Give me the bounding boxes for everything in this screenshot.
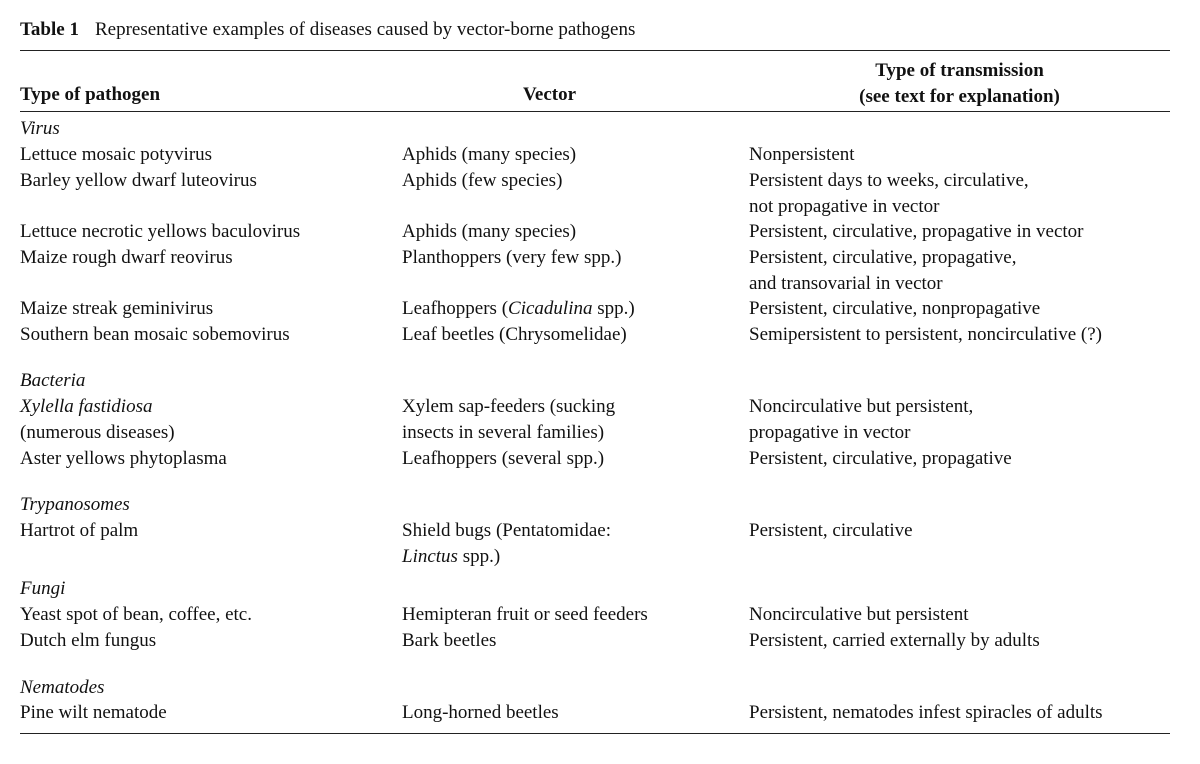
vector-text: Shield bugs (Pentatomidae:	[402, 520, 611, 541]
vector-text: Cicadulina	[508, 298, 593, 319]
transmission-text: Persistent, circulative, nonpropagative	[749, 298, 1041, 319]
transmission-cell	[749, 602, 969, 628]
pathogen-cell	[20, 245, 233, 271]
pathogen-text: (numerous diseases)	[20, 422, 175, 443]
vector-cell	[402, 142, 576, 168]
pathogen-text: Hartrot of palm	[20, 520, 139, 541]
pathogen-text: Barley yellow dwarf luteovirus	[20, 170, 257, 191]
pathogen-cell	[20, 296, 213, 322]
transmission-cell	[749, 518, 913, 544]
pathogen-text: Lettuce necrotic yellows baculovirus	[20, 221, 301, 242]
pathogen-cell	[20, 518, 138, 544]
transmission-text: Persistent days to weeks, circulative,	[749, 170, 1029, 191]
vector-text: Aphids (many species)	[402, 144, 577, 165]
vector-text: Xylem sap-feeders (sucking	[402, 396, 616, 417]
section-heading-bacteria: Bacteria	[20, 370, 86, 391]
transmission-text: Persistent, nematodes infest spiracles of adults	[749, 702, 1103, 723]
transmission-cell	[749, 194, 939, 220]
vector-text: spp.)	[592, 298, 635, 319]
section-heading-fungi: Fungi	[20, 578, 66, 599]
transmission-text: Persistent, circulative, propagative	[749, 448, 1012, 469]
vector-cell	[402, 296, 635, 322]
vector-text: Hemipteran fruit or seed feeders	[402, 604, 648, 625]
transmission-text: not propagative in vector	[749, 196, 940, 217]
header-transmission-line1: Type of transmission	[875, 60, 1044, 81]
transmission-cell	[749, 142, 855, 168]
pathogen-cell	[20, 168, 257, 194]
vector-text: Linctus	[402, 546, 458, 567]
pathogen-text: Lettuce mosaic potyvirus	[20, 144, 213, 165]
vector-cell	[402, 628, 496, 654]
transmission-cell	[749, 322, 1102, 348]
pathogen-text: Xylella fastidiosa	[20, 396, 153, 417]
transmission-text: Persistent, circulative, propagative in vector	[749, 221, 1084, 242]
vector-cell	[402, 322, 627, 348]
transmission-text: and transovarial in vector	[749, 273, 943, 294]
transmission-text: Noncirculative but persistent,	[749, 396, 974, 417]
transmission-text: Persistent, carried externally by adults	[749, 630, 1040, 651]
transmission-cell	[749, 271, 943, 297]
transmission-cell	[749, 420, 910, 446]
pathogen-cell	[20, 219, 300, 245]
pathogen-cell	[20, 420, 175, 446]
pathogen-text: Aster yellows phytoplasma	[20, 448, 227, 469]
header-vector: Vector	[522, 84, 577, 105]
vector-text: Aphids (few species)	[402, 170, 563, 191]
vector-cell	[402, 168, 562, 194]
pathogen-cell	[20, 322, 290, 348]
vector-cell	[402, 700, 559, 726]
pathogen-text: Maize rough dwarf reovirus	[20, 247, 233, 268]
pathogen-cell	[20, 394, 152, 420]
section-heading-nematodes: Nematodes	[20, 677, 105, 698]
vector-cell	[402, 518, 611, 544]
vector-cell	[402, 245, 622, 271]
vector-text: Long-horned beetles	[402, 702, 559, 723]
section-heading-trypanosomes: Trypanosomes	[20, 494, 130, 515]
vector-text: spp.)	[457, 546, 501, 567]
transmission-text: Semipersistent to persistent, noncirculative (?)	[749, 324, 1102, 345]
vector-cell	[402, 394, 615, 420]
pathogen-cell	[20, 628, 156, 654]
transmission-cell	[749, 245, 1017, 271]
vector-text: Bark beetles	[402, 630, 497, 651]
table-title: Representative examples of diseases caused by vector-borne pathogens	[94, 19, 636, 40]
transmission-cell	[749, 628, 1040, 654]
pathogen-cell	[20, 700, 167, 726]
section-heading-virus: Virus	[20, 118, 60, 139]
bottom-rule	[20, 733, 1170, 734]
vector-cell	[402, 446, 604, 472]
vector-text: Aphids (many species)	[402, 221, 577, 242]
vector-cell	[402, 420, 604, 446]
vector-text: Leaf beetles (Chrysomelidae)	[402, 324, 627, 345]
header-transmission-line2: (see text for explanation)	[859, 86, 1060, 107]
table-number: Table 1	[20, 19, 79, 40]
transmission-text: Persistent, circulative	[749, 520, 913, 541]
pathogen-cell	[20, 602, 252, 628]
pathogen-text: Southern bean mosaic sobemovirus	[20, 324, 290, 345]
vector-text: insects in several families)	[402, 422, 605, 443]
vector-text: Leafhoppers (several spp.)	[402, 448, 605, 469]
transmission-cell	[749, 394, 973, 420]
pathogen-cell	[20, 142, 212, 168]
pathogen-text: Yeast spot of bean, coffee, etc.	[20, 604, 252, 625]
vector-cell	[402, 602, 648, 628]
vector-cell	[402, 219, 576, 245]
transmission-text: Nonpersistent	[749, 144, 855, 165]
vector-cell	[402, 544, 500, 570]
header-pathogen: Type of pathogen	[20, 84, 161, 105]
transmission-cell	[749, 700, 1103, 726]
transmission-text: Noncirculative but persistent	[749, 604, 969, 625]
transmission-cell	[749, 168, 1029, 194]
transmission-cell	[749, 446, 1012, 472]
pathogen-text: Dutch elm fungus	[20, 630, 157, 651]
pathogen-cell	[20, 446, 227, 472]
vector-text: Planthoppers (very few spp.)	[402, 247, 622, 268]
pathogen-text: Maize streak geminivirus	[20, 298, 214, 319]
vector-text: Leafhoppers (	[402, 298, 509, 319]
transmission-cell	[749, 219, 1084, 245]
transmission-text: propagative in vector	[749, 422, 911, 443]
transmission-cell	[749, 296, 1040, 322]
pathogen-text: Pine wilt nematode	[20, 702, 167, 723]
transmission-text: Persistent, circulative, propagative,	[749, 247, 1017, 268]
